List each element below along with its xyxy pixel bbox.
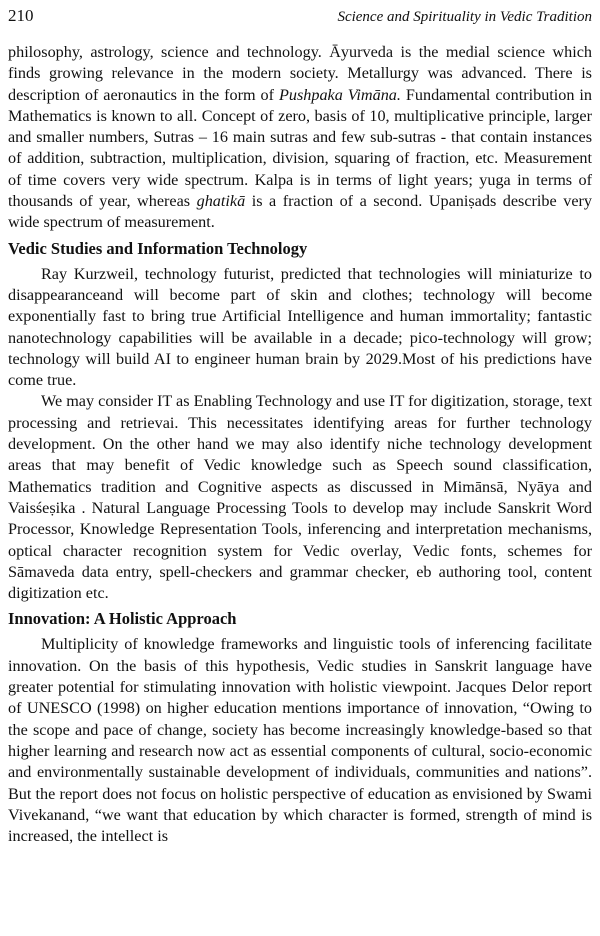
section-heading-innovation: Innovation: A Holistic Approach [8,609,237,629]
intro-italic-term-1: Pushpaka Vimāna. [278,85,401,104]
running-head [8,6,592,34]
intro-text-3: is a fraction of a second. Upaniṣads describe very wide spectrum of measurement. [8,192,592,232]
intro-text-2: Fundamental contribution in Mathematics is known to all. Concept of zero, basis of 10, multiplicative principle, larger and smaller numbers, Sutras – 16 main sutras and few sub-sutras - that contain instances of addition, subtraction, multiplication, division, squaring of fraction, etc. Measurement of time covers very wide spectrum. Kalpa is in terms of light years; yuga in terms of thousands of year, whereas [8,85,592,211]
paragraph-intro [8,42,592,234]
section-heading-vedic-it: Vedic Studies and Information Technology [8,238,308,258]
page-number: 210 [8,6,34,25]
intro-italic-term-2: ghatikā [196,192,246,211]
intro-text-1: philosophy, astrology, science and technology. Āyurveda is the medial science which finds growing relevance in the modern society. Metallurgy was advanced. There is description of aeronautics in the form of [8,43,592,104]
paragraph-kurzweil: Ray Kurzweil, technology futurist, predicted that technologies will miniaturize to disappearanceand will become part of skin and clothes; technology will become exponentially fast to bring true Artificial Intelligence and human immortality; fantastic nanotechnology capabilities will be available in a decade; pico-technology will grow; technology will build AI to engineer human brain by 2029.Most of his predictions have come true. [8,264,592,390]
paragraph-innovation: Multiplicity of knowledge frameworks and linguistic tools of inferencing facilitate innovation. On the basis of this hypothesis, Vedic studies in Sanskrit language have greater potential for stimulating innovation with holistic viewpoint. Jacques Delor report of UNESCO (1998) on higher education mentions importance of innovation, “Owing to the scope and pace of change, society has become increasingly knowledge-based so that higher learning and research now act as essential components of cultural, socio-economic and environmentally sustainable development of individuals, communities and nations”. But the report does not focus on holistic perspective of education as envisioned by Swami Vivekanand, “we want that education by which character is formed, strength of mind is increased, the intellect is [8,635,592,846]
paragraph-enabling-technology: We may consider IT as Enabling Technology and use IT for digitization, storage, text processing and retrievai. This necessitates identifying areas for further technology development. On the other hand we may also identify niche technology development areas that may benefit of Vedic knowledge such as Speech sound classification, Mathematics tradition and Cognitive aspects as discussed in Mimānsā, Nyāya and Vaisśeṣika . Natural Language Processing Tools to develop may include Sanskrit Word Processor, Knowledge Representation Tools, inferencing and interpretation mechanisms, optical character recognition system for Vedic overlay, Vedic fonts, schemes for Sāmaveda data entry, spell-checkers and grammar checker, eb authoring tool, content digitization etc. [8,392,592,603]
running-title: Science and Spirituality in Vedic Tradition [337,9,592,25]
